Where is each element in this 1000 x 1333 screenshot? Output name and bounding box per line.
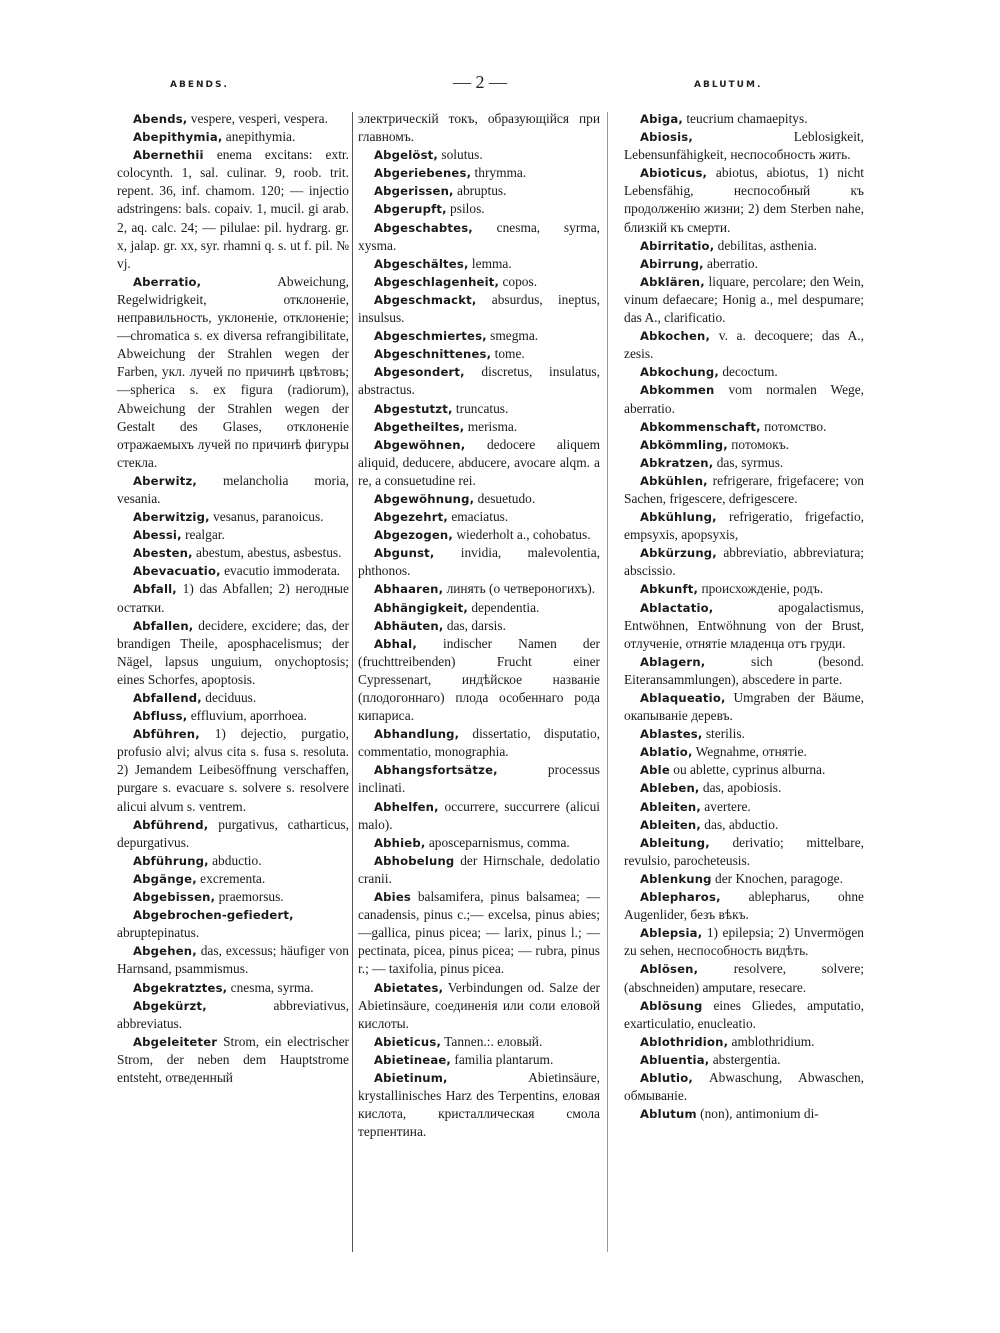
headword: Abevacuatio, <box>133 564 221 579</box>
definition: anepithymia. <box>222 129 296 145</box>
definition: absurdus, ineptus, insulsus. <box>358 291 600 326</box>
definition: copos. <box>499 273 538 289</box>
headword: Aberwitz, <box>133 473 198 488</box>
definition: resolvere, solvere; (abschneiden) amputare, resecare. <box>624 961 864 995</box>
dictionary-entry <box>358 761 600 797</box>
definition: psilos. <box>446 201 485 217</box>
dictionary-entry <box>624 779 864 797</box>
dictionary-entry <box>358 490 600 508</box>
definition: solutus. <box>438 147 483 163</box>
headword: Able <box>640 763 670 778</box>
dictionary-entry <box>117 1033 349 1087</box>
dictionary-entry <box>624 689 864 725</box>
headword: Ablutio, <box>640 1070 693 1085</box>
definition: dependentia. <box>467 599 540 615</box>
dictionary-entry <box>117 544 349 562</box>
dictionary-entry <box>358 725 600 761</box>
headword: Abieticus, <box>374 1034 442 1049</box>
dictionary-entry <box>624 237 864 255</box>
definition: indischer Namen der (fruchttreibenden) Frucht einer Cypressenart, индѣйское названіе (плодогоннаго) плода особеннаго рода кипариса. <box>358 635 600 724</box>
dictionary-entry <box>358 635 600 725</box>
column-right <box>624 110 864 1123</box>
dictionary-entry <box>358 363 600 399</box>
dictionary-entry <box>624 454 864 472</box>
definition: das, darsis. <box>443 617 506 633</box>
definition: der Hirnschale, dedolatio cranii. <box>358 852 600 886</box>
definition: truncatus. <box>452 400 509 416</box>
dictionary-entry <box>358 291 600 327</box>
headword: Ablatio, <box>640 745 693 760</box>
dictionary-entry <box>358 798 600 834</box>
headword: Abends, <box>133 112 188 126</box>
headword: Abgelöst, <box>374 148 439 163</box>
definition: sich (besond. Eiteransammlungen), abscedere in parte. <box>624 653 864 687</box>
definition: 1) dejectio, purgatio, profusio alvi; alvus cita s. fusa s. resoluta. 2) Jemandem Leibesöffnung verschaffen, purgare s. evacuare s. solvere s. resolvere alicui alvum s. ventrem. <box>117 726 349 814</box>
headword: Abgehen, <box>133 944 197 959</box>
definition: deciduus. <box>201 690 257 705</box>
definition: evacutio immoderata. <box>220 563 341 579</box>
headword: Ablepharos, <box>640 890 721 905</box>
headword: Abführen, <box>133 727 200 742</box>
dictionary-entry <box>624 599 864 653</box>
definition: melancholia moria, vesania. <box>117 472 349 506</box>
headword: Ablutum <box>640 1107 697 1122</box>
dictionary-entry <box>358 852 600 888</box>
dictionary-entry <box>117 888 349 906</box>
headword: Abernethii <box>133 148 204 163</box>
definition: abestum, abestus, asbestus. <box>192 545 342 561</box>
definition: Leblosigkeit, Lebensunfähigkeit, неспособность жить. <box>624 129 864 163</box>
definition: avertere. <box>700 798 751 814</box>
headword: Abluentia, <box>640 1052 710 1067</box>
dictionary-entry <box>358 888 600 978</box>
headword: Abkratzen, <box>640 455 714 470</box>
headword: Abkommen <box>640 383 715 398</box>
headword: Abhangsfortsätze, <box>374 763 498 778</box>
headword: Abirritatio, <box>640 238 715 253</box>
dictionary-entry <box>624 743 864 761</box>
definition: wiederholt a., cohobatus. <box>452 527 591 543</box>
definition: Abietinsäure, krystallinisches Harz des Terpentins, еловая кислота, кристаллическая смола терпентина. <box>358 1069 600 1140</box>
headword: Abhieb, <box>374 835 426 850</box>
dictionary-entry <box>358 327 600 345</box>
headword: Abies <box>374 890 412 905</box>
headword: Abesten, <box>133 546 193 561</box>
dictionary-entry <box>624 960 864 996</box>
definition: das, abductio. <box>700 816 779 832</box>
headword: Aberratio, <box>133 274 202 289</box>
dictionary-entry <box>117 562 349 580</box>
headword: Abgeriebenes, <box>374 166 472 181</box>
headword: Abepithymia, <box>133 130 223 145</box>
dictionary-entry <box>117 128 349 146</box>
definition: das, apobiosis. <box>699 780 782 796</box>
definition: cnesma, syrma, xysma. <box>358 219 600 253</box>
dictionary-entry <box>358 418 600 436</box>
definition: invidia, malevolentia, phthonos. <box>358 545 600 579</box>
headword: Abietineae, <box>374 1052 452 1067</box>
dictionary-entry <box>117 852 349 870</box>
dictionary-entry <box>117 273 349 472</box>
definition: электрическій токъ, образующійся при главномъ. <box>358 111 600 145</box>
dictionary-entry <box>624 164 864 236</box>
definition: abruptus. <box>453 183 507 199</box>
page-number: — 2 — <box>453 72 507 92</box>
headword: Abioticus, <box>640 166 708 181</box>
definition: processus inclinati. <box>358 762 600 796</box>
definition: balsamifera, pinus balsamea; — canadensis, pinus c.;— excelsa, pinus abies;—gallica, pinus picea; — larix, pinus l.; — pectinata, picea, pinus picea; — rubra, pinus r.; — taxifolia, pinus picea. <box>358 889 600 977</box>
headword: Abkühlung, <box>640 510 717 525</box>
definition: dedocere aliquem aliquid, deducere, abducere, avocare alqm. a re, a consuetudine rei. <box>358 436 600 488</box>
dictionary-entry <box>358 1069 600 1141</box>
headword: Abkochen, <box>640 329 711 344</box>
dictionary-entry <box>358 273 600 291</box>
headword: Abietates, <box>374 980 444 995</box>
definition: Wegnahme, отнятіе. <box>692 744 807 760</box>
definition: das, syrmus. <box>713 454 784 470</box>
dictionary-entry <box>358 436 600 490</box>
headword: Abgeleiteter <box>133 1034 218 1049</box>
running-head-left: ABENDS. <box>170 80 229 90</box>
dictionary-entry <box>624 327 864 363</box>
dictionary-entry <box>117 997 349 1033</box>
headword: Ableiten, <box>640 817 701 832</box>
headword: Ableitung, <box>640 835 710 850</box>
definition: enema excitans: extr. colocynth. 1, sal. culinar. 9, roob. trit. repent. 36, inf. chamom. 120; — injectio adstringens: bals. copaiv. 1, mucil. gi arab. 2, aq. calc. 24; — pilulae: pil. hydrarg. gr. x, jalap. gr. xx, syr. rhamni q. s. ut f. pil. № vj. <box>117 147 349 271</box>
definition: apogalactismus, Entwöhnen, Entwöhnung von der Brust, отлученіе, отнятіе младенца отъ груди. <box>624 599 864 651</box>
definition: occurrere, succurrere (alicui malo). <box>358 798 600 832</box>
headword: Ablösen, <box>640 962 699 977</box>
headword: Abhängigkeit, <box>374 600 468 615</box>
dictionary-entry <box>358 400 600 418</box>
dictionary-entry <box>117 942 349 978</box>
dictionary-entry <box>358 834 600 852</box>
headword: Abirrung, <box>640 256 704 271</box>
definition: Verbindungen od. Salze der Abietinsäure, соединенія или соли еловой кислоты. <box>358 979 600 1031</box>
headword: Abgunst, <box>374 546 435 561</box>
dictionary-entry <box>624 544 864 580</box>
definition: praemorsus. <box>215 889 284 905</box>
dictionary-entry <box>624 436 864 454</box>
definition: потомокъ. <box>727 436 790 452</box>
dictionary-entry <box>117 906 349 942</box>
headword: Abfall, <box>133 582 177 597</box>
dictionary-entry <box>624 834 864 870</box>
definition: cnesma, syrma. <box>227 979 314 995</box>
dictionary-entry <box>624 1105 864 1123</box>
definition: refrigerare, frigefacere; von Sachen, frigescere, defrigescere. <box>624 472 864 506</box>
headword: Aberwitzig, <box>133 510 210 525</box>
definition: abruptepinatus. <box>117 925 200 941</box>
dictionary-entry <box>117 816 349 852</box>
dictionary-entry <box>117 725 349 815</box>
dictionary-entry <box>624 1069 864 1105</box>
definition: der Knochen, paragoge. <box>711 870 843 886</box>
definition: Abwaschung, Abwaschen, обмываніе. <box>624 1069 864 1104</box>
headword: Abgewöhnung, <box>374 491 475 506</box>
column-middle <box>358 110 600 1141</box>
dictionary-entry <box>358 345 600 363</box>
headword: Abiosis, <box>640 130 693 145</box>
dictionary-entry <box>624 363 864 381</box>
definition: aberratio. <box>703 255 758 271</box>
definition: vespere, vesperi, vespera. <box>187 111 328 126</box>
dictionary-entry <box>624 381 864 417</box>
headword: Ablothridion, <box>640 1034 729 1049</box>
headword: Abfallen, <box>133 618 194 633</box>
dictionary-entry <box>117 689 349 707</box>
dictionary-entry <box>624 997 864 1033</box>
definition: excrementa. <box>196 870 266 886</box>
definition: derivatio; mittelbare, revulsio, parocheteusis. <box>624 834 864 868</box>
dictionary-entry <box>358 544 600 580</box>
dictionary-entry <box>117 580 349 616</box>
dictionary-entry <box>624 1051 864 1069</box>
definition: abstergentia. <box>709 1051 781 1067</box>
headword: Abfallend, <box>133 691 202 705</box>
column-left <box>117 110 349 1087</box>
dictionary-entry <box>117 870 349 888</box>
dictionary-entry <box>358 580 600 598</box>
headword: Abgewöhnen, <box>374 437 466 452</box>
headword: Abklären, <box>640 274 705 289</box>
headword: Abgekratztes, <box>133 980 228 995</box>
headword: Ablösung <box>640 998 703 1013</box>
headword: Ablagern, <box>640 654 706 669</box>
dictionary-entry <box>624 816 864 834</box>
dictionary-entry <box>624 725 864 743</box>
dictionary-entry <box>358 1033 600 1051</box>
definition: Strom, ein electrischer Strom, der neben dem Hauptstrome entsteht, отведенный <box>117 1033 349 1085</box>
dictionary-entry <box>358 617 600 635</box>
dictionary-entry <box>358 146 600 164</box>
definition: Abweichung, Regelwidrigkeit, отклоненіе, неправильность, уклоненіе, отклоненіе;—chromatica s. ex diversa refrangibilitate, Abweichung der Strahlen wegen der Farben, укл. лучей по причинѣ цвѣтовъ;—spherica s. ex figura (radiorum), Abweichung der Strahlen wegen der Gestalt des Glases, отклоненіе отражаемыхъ лучей по причинѣ фигуры стекла. <box>117 273 349 470</box>
headword: Abkochung, <box>640 365 719 380</box>
running-head-right: ABLUTUM. <box>694 80 763 90</box>
definition: 1) das Abfallen; 2) негодные остатки. <box>117 581 349 615</box>
dictionary-entry <box>358 508 600 526</box>
dictionary-entry <box>358 219 600 255</box>
headword: Ablaqueatio, <box>640 691 726 705</box>
headword: Abhal, <box>374 636 417 651</box>
headword: Abfluss, <box>133 709 188 724</box>
definition: abbreviativus, abbreviatus. <box>117 997 349 1031</box>
headword: Abgesondert, <box>374 365 465 380</box>
definition: v. a. decoquere; das A., zesis. <box>624 328 864 362</box>
definition: abductio. <box>208 852 262 868</box>
headword: Abkömmling, <box>640 437 728 452</box>
dictionary-entry <box>117 472 349 508</box>
definition: thrymma. <box>471 165 527 181</box>
dictionary-entry <box>117 979 349 997</box>
column-rule <box>607 112 608 1252</box>
dictionary-entry <box>624 761 864 779</box>
headword: Abkunft, <box>640 582 699 597</box>
dictionary-entry <box>624 508 864 544</box>
headword: Abgänge, <box>133 871 197 886</box>
headword: Abkommenschaft, <box>640 419 761 434</box>
definition: purgativus, catharticus, depurgativus. <box>117 816 349 850</box>
dictionary-entry <box>117 508 349 526</box>
column-rule <box>352 112 353 1252</box>
definition: merisma. <box>464 418 518 434</box>
dictionary-entry <box>624 273 864 327</box>
definition: amblothridium. <box>728 1033 815 1049</box>
dictionary-entry <box>624 418 864 436</box>
headword: Abiga, <box>640 112 683 126</box>
definition: lemma. <box>468 255 512 271</box>
headword: Abgeschnittenes, <box>374 347 492 362</box>
dictionary-entry <box>358 200 600 218</box>
headword: Abführend, <box>133 817 209 832</box>
definition: desuetudo. <box>474 490 536 506</box>
definition: tome. <box>491 346 525 362</box>
definition: ou ablette, cyprinus alburna. <box>669 762 826 778</box>
dictionary-entry <box>624 870 864 888</box>
headword: Abhelfen, <box>374 799 439 814</box>
dictionary-entry <box>624 472 864 508</box>
dictionary-entry <box>117 146 349 273</box>
dictionary-entry <box>117 707 349 725</box>
dictionary-entry <box>358 599 600 617</box>
headword: Abgebrochen-gefiedert, <box>133 908 294 923</box>
definition: Umgraben der Bäume, окапываніе деревъ. <box>624 690 864 724</box>
definition: liquare, percolare; den Wein, vinum defaecare; Honig a., mel despumare; das A., clarificatio. <box>624 273 864 326</box>
dictionary-entry <box>624 924 864 960</box>
headword: Abietinum, <box>374 1070 448 1085</box>
headword: Abgetheiltes, <box>374 419 465 434</box>
headword: Abgeschlagenheit, <box>374 274 500 289</box>
headword: Abgerissen, <box>374 184 454 199</box>
definition: discretus, insulatus, abstractus. <box>358 364 600 398</box>
definition: Tannen.:. еловый. <box>441 1033 543 1049</box>
definition: abbreviatio, abbreviatura; abscissio. <box>624 545 864 579</box>
headword: Abgeschmiertes, <box>374 329 487 344</box>
dictionary-entry <box>358 1051 600 1069</box>
definition: происхожденіе, родъ. <box>698 581 824 597</box>
definition: teucrium chamaepitys. <box>682 111 808 126</box>
definition: 1) epilepsia; 2) Unvermögen zu sehen, неспособность видѣть. <box>624 925 864 959</box>
dictionary-entry <box>117 110 349 128</box>
definition: ablepharus, ohne Augenlider, безъ вѣкъ. <box>624 889 864 923</box>
definition: (non), antimonium di- <box>696 1106 819 1122</box>
headword: Abkühlen, <box>640 473 708 488</box>
definition: realgar. <box>181 527 225 543</box>
definition: линять (о четвероногихъ). <box>443 581 596 597</box>
headword: Abgeschabtes, <box>374 220 473 235</box>
headword: Abhaaren, <box>374 582 444 597</box>
headword: Abgekürzt, <box>133 998 207 1013</box>
headword: Ableben, <box>640 781 700 796</box>
headword: Abgeschältes, <box>374 256 469 271</box>
dictionary-entry <box>624 1033 864 1051</box>
dictionary-entry <box>624 110 864 128</box>
headword: Abgezogen, <box>374 528 453 543</box>
definition: decoctum. <box>718 364 778 380</box>
headword: Abgebissen, <box>133 890 216 905</box>
definition: smegma. <box>486 328 539 344</box>
headword: Abgezehrt, <box>374 510 448 525</box>
headword: Abhäuten, <box>374 618 444 633</box>
definition: effluvium, aporrhoea. <box>187 708 307 724</box>
headword: Abkürzung, <box>640 546 717 561</box>
definition: vom normalen Wege, aberratio. <box>624 382 864 416</box>
headword: Abgeschmackt, <box>374 292 477 307</box>
definition: emaciatus. <box>447 509 509 525</box>
headword: Abführung, <box>133 853 209 868</box>
definition: потомство. <box>760 418 827 434</box>
definition: abiotus, abiotus, 1) nicht Lebensfähig, неспособный къ продолженію жизни; 2) dem Sterben nahe, близкій къ смерти. <box>624 165 864 235</box>
definition: familia plantarum. <box>451 1051 554 1067</box>
dictionary-entry <box>117 526 349 544</box>
definition: decidere, excidere; das, der brandigen Theile, aposphacelismus; der Nägel, lapsus unguium, onychoptosis; eines Schorfes, apoptosis. <box>117 617 349 687</box>
definition: debilitas, asthenia. <box>714 237 817 253</box>
definition: vesanus, paranoicus. <box>209 509 324 525</box>
dictionary-entry <box>358 255 600 273</box>
definition: eines Gliedes, amputatio, exarticulatio, enucleatio. <box>624 997 864 1031</box>
headword: Abgerupft, <box>374 202 447 217</box>
dictionary-entry <box>624 798 864 816</box>
dictionary-entry <box>358 110 600 146</box>
headword: Ablastes, <box>640 727 703 742</box>
dictionary-entry <box>358 526 600 544</box>
dictionary-entry <box>624 255 864 273</box>
definition: dissertatio, disputatio, commentatio, monographia. <box>358 726 600 760</box>
headword: Ablactatio, <box>640 600 714 615</box>
headword: Abhandlung, <box>374 727 460 742</box>
definition: aposceparnismus, comma. <box>425 834 570 850</box>
dictionary-entry <box>358 979 600 1033</box>
headword: Abessi, <box>133 528 182 543</box>
dictionary-entry <box>624 653 864 689</box>
dictionary-entry <box>624 128 864 164</box>
dictionary-entry <box>358 164 600 182</box>
headword: Ablenkung <box>640 871 712 886</box>
definition: das, excessus; häufiger von Harnsand, psammismus. <box>117 943 349 977</box>
definition: refrigeratio, frigefactio, empsyxis, apopsyxis, <box>624 509 864 543</box>
dictionary-entry <box>117 617 349 689</box>
headword: Abhobelung <box>374 853 455 868</box>
dictionary-entry <box>624 580 864 598</box>
dictionary-entry <box>624 888 864 924</box>
headword: Abgestutzt, <box>374 401 453 416</box>
headword: Ablepsia, <box>640 926 703 941</box>
headword: Ableiten, <box>640 799 701 814</box>
dictionary-entry <box>358 182 600 200</box>
definition: sterilis. <box>702 726 745 742</box>
